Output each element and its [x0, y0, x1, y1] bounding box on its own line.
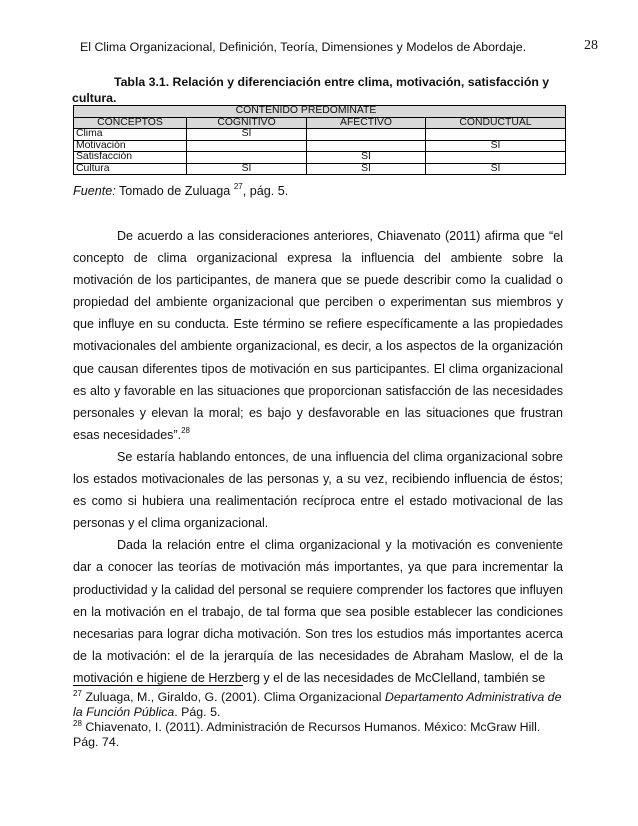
table-cell — [187, 140, 307, 152]
table-group-header: CONTENIDO PREDOMINATE — [187, 106, 426, 118]
source-label: Fuente: — [73, 184, 116, 198]
paragraph — [73, 225, 563, 446]
footnote — [73, 720, 563, 750]
table-row — [74, 163, 566, 175]
header-title: El Clima Organizacional, Definición, Teoría, Dimensiones y Modelos de Abordaje. — [80, 40, 527, 54]
paragraph-text: De acuerdo a las consideraciones anteriores, Chiavenato (2011) afirma que “el concepto de clima organizacional expresa la influencia del ambiente sobre la motivación de los participantes, de manera que se puede describir como la cualidad o propiedad del ambiente organizacional que perciben o experimentan sus miembros y que influye en su conducta. Este término se refiere específicamente a las propiedades motivacionales del ambiente organizacional, es decir, a los aspectos de la organización que causan diferentes tipos de motivación en sus participantes. El clima organizacional es alto y favorable en las situaciones que proporcionan satisfacción de las necesidades personales y elevan la moral; es bajo y desfavorable en las situaciones que frustran esas necesidades”. — [73, 229, 563, 442]
footnote-number: 28 — [73, 719, 82, 728]
table-row — [74, 140, 566, 152]
table-cell — [426, 129, 566, 141]
footnote-ref: 28 — [181, 425, 191, 435]
page-header — [70, 38, 598, 58]
footnote-text: Zuluaga, M., Giraldo, G. (2001). Clima Organizacional — [81, 690, 385, 704]
footnote-number: 27 — [73, 689, 82, 698]
source-page: , pág. 5. — [242, 184, 289, 198]
table-header-row — [74, 117, 566, 129]
table-cell: Motivación — [74, 140, 187, 152]
table-cell: SI — [187, 129, 307, 141]
table-cell: Satisfacción — [74, 152, 187, 164]
footnote-divider — [73, 685, 243, 686]
table-cell: Cultura — [74, 163, 187, 175]
column-header: AFECTIVO — [307, 117, 426, 129]
column-header: COGNITIVO — [187, 117, 307, 129]
table-cell — [307, 129, 426, 141]
table-group-header-row — [74, 106, 566, 118]
table-cell: Clima — [74, 129, 187, 141]
table-cell — [307, 140, 426, 152]
footnote-italic: Departamento Administrativa de la Función Pública — [73, 690, 562, 719]
body-text — [73, 225, 563, 689]
table-cell: SI — [307, 163, 426, 175]
table-row — [74, 129, 566, 141]
table-source — [73, 182, 288, 198]
footnote-text: Chiavenato, I. (2011). Administración de Recursos Humanos. México: McGraw Hill. Pág. 74. — [73, 720, 541, 749]
relation-table — [73, 105, 566, 175]
page-number: 28 — [584, 38, 598, 53]
footnotes — [73, 690, 563, 750]
table-cell: SI — [187, 163, 307, 175]
footnote-tail: . Pág. 5. — [174, 705, 221, 719]
column-header: CONCEPTOS — [74, 117, 187, 129]
footnote — [73, 690, 563, 720]
table-cell: SI — [426, 140, 566, 152]
paragraph: Dada la relación entre el clima organizacional y la motivación es conveniente dar a conocer las teorías de motivación más importantes, ya que para incrementar la productividad y la calidad del personal se requiere comprender los factores que influyen en la motivación en el trabajo, de tal forma que sea posible establecer las condiciones necesarias para lograr dicha motivación. Son tres los estudios más importantes acerca de la motivación: el de la jerarquía de las necesidades de Abraham Maslow, el de la motivación e higiene de Herzberg y el de las necesidades de McClelland, también se — [73, 538, 563, 685]
table-cell: SI — [307, 152, 426, 164]
source-text: Tomado de Zuluaga — [115, 184, 234, 198]
table-row — [74, 152, 566, 164]
table-cell — [426, 152, 566, 164]
table-caption: Tabla 3.1. Relación y diferenciación entre clima, motivación, satisfacción y cultura. — [72, 75, 550, 105]
paragraph: Se estaría hablando entonces, de una influencia del clima organizacional sobre los estados motivacionales de las personas y, a su vez, recibiendo influencia de éstos; es como si hubiera una realimentación recíproca entre el estado motivacional de las personas y el clima organizacional. — [73, 449, 563, 531]
table-cell — [187, 152, 307, 164]
table-cell: SI — [426, 163, 566, 175]
footnote-ref: 27 — [233, 182, 243, 191]
column-header: CONDUCTUAL — [426, 117, 566, 129]
